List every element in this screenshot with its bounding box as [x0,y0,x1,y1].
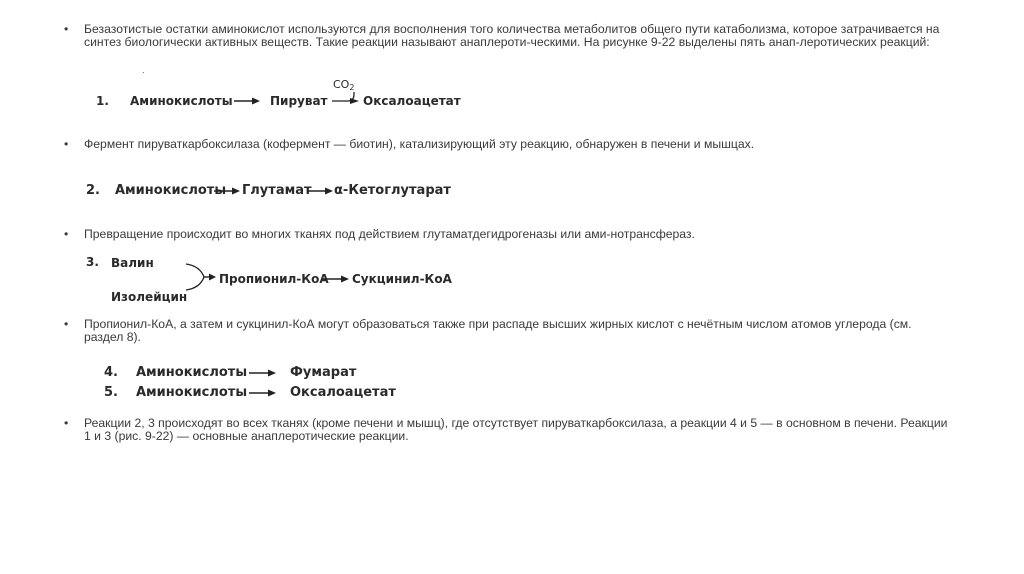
product: Фумарат [290,365,357,380]
bullet-paragraph-4 [64,317,948,344]
reaction-number: 2. [86,183,100,198]
bullet-text: Фермент пируваткарбоксилаза (кофермент — биотин), катализирующий эту реакцию, обнаружен в печени и мышцах. [84,137,755,151]
product: α-Кетоглутарат [334,183,451,198]
reaction-number: 1. [96,94,109,108]
bullet-paragraph-5 [64,416,948,443]
arrow-icon [248,388,278,398]
bullet-text: Превращение происходит во многих тканях под действием глутаматдегидрогеназы или ами-нотрансфераз. [84,227,695,241]
arrow-icon [306,186,334,196]
reaction-number: 5. [104,385,118,400]
co2-curved-arrow-icon [330,88,362,106]
co2-subscript: 2 [349,83,355,92]
merge-arrow-icon [184,262,218,292]
bullet-paragraph-2 [64,137,948,151]
bullet-text: Реакции 2, 3 происходят во всех тканях (кроме печени и мышц), где отсутствует пируваткарбоксилаза, а реакции 4 и 5 — в основном в печени. Реакции 1 и 3 (рис. 9-22) — основные анаплеротические реакции. [84,416,948,443]
reaction-number: 3. [86,255,99,269]
bullet-dot: • [64,317,69,331]
substrate: Аминокислоты [136,365,248,380]
bullet-dot: • [64,137,69,151]
bullet-dot: • [64,227,69,241]
intermediate: Пируват [270,94,328,108]
bullet-text: Безазотистые остатки аминокислот используются для восполнения того количества метаболитов общего пути катаболизма, которое затрачивается на синтез биологически активных веществ. Такие реакции называют анаплероти-ческими. На рисунке 9-22 выделены пять анап-леротических реакций: [84,22,940,49]
product: Оксалоацетат [363,94,461,108]
substrate: Аминокислоты [115,183,227,198]
intermediate: Пропионил-КоА [219,272,329,286]
bullet-paragraph-3 [64,227,948,241]
bullet-dot: • [64,416,69,430]
arrow-icon [248,368,278,378]
substrate: Аминокислоты [136,385,248,400]
substrate-2: Изолейцин [111,290,188,304]
bullet-paragraph-1 [64,22,948,49]
product: Оксалоацетат [290,385,396,400]
arrow-icon [233,96,261,106]
arrow-icon [322,274,350,284]
substrate-1: Валин [111,256,154,270]
substrate: Аминокислоты [130,94,233,108]
stray-dot [143,72,144,73]
reaction-number: 4. [104,365,118,380]
intermediate: Глутамат [242,183,312,198]
bullet-dot: • [64,22,69,36]
arrow-icon [213,186,241,196]
bullet-text: Пропионил-КоА, а затем и сукцинил-КоА могут образоваться также при распаде высших жирных кислот с нечётным числом атомов углерода (см. раздел 8). [84,317,912,344]
co2-text: CO [333,78,350,91]
product: Сукцинил-КоА [352,272,452,286]
